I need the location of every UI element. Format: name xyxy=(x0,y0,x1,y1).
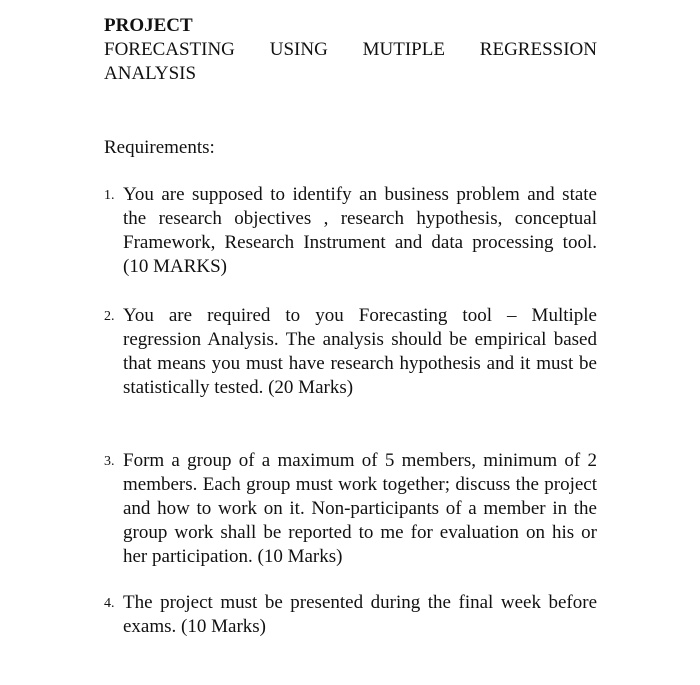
document-subtitle xyxy=(104,38,597,86)
list-item xyxy=(104,304,597,400)
list-item xyxy=(104,183,597,279)
item-text: Form a group of a maximum of 5 members, minimum of 2 members. Each group must work together; discuss the project and how to work on it. Non-participants of a member in the group work shall be reported to me for evaluation on his or her participation. (10 Marks) xyxy=(123,450,597,567)
list-item xyxy=(104,591,597,639)
document xyxy=(104,14,597,639)
requirements-list xyxy=(104,183,597,639)
document-title: PROJECT xyxy=(104,15,193,36)
item-number: 4. xyxy=(104,596,115,611)
item-text: The project must be presented during the final week before exams. (10 Marks) xyxy=(123,592,597,637)
item-number: 3. xyxy=(104,454,115,469)
item-number: 2. xyxy=(104,309,115,324)
item-number: 1. xyxy=(104,188,115,203)
requirements-heading: Requirements: xyxy=(104,137,215,158)
subtitle-line-1: FORECASTING USING MUTIPLE REGRESSION xyxy=(104,39,597,60)
list-item xyxy=(104,449,597,569)
item-text: You are supposed to identify an business problem and state the research objectives , research hypothesis, conceptual Framework, Research Instrument and data processing tool. (10 MARKS) xyxy=(123,184,597,277)
item-text: You are required to you Forecasting tool – Multiple regression Analysis. The analysis should be empirical based that means you must have research hypothesis and it must be statistically tested. (20 Marks) xyxy=(123,305,597,398)
subtitle-line-2: ANALYSIS xyxy=(104,63,197,84)
